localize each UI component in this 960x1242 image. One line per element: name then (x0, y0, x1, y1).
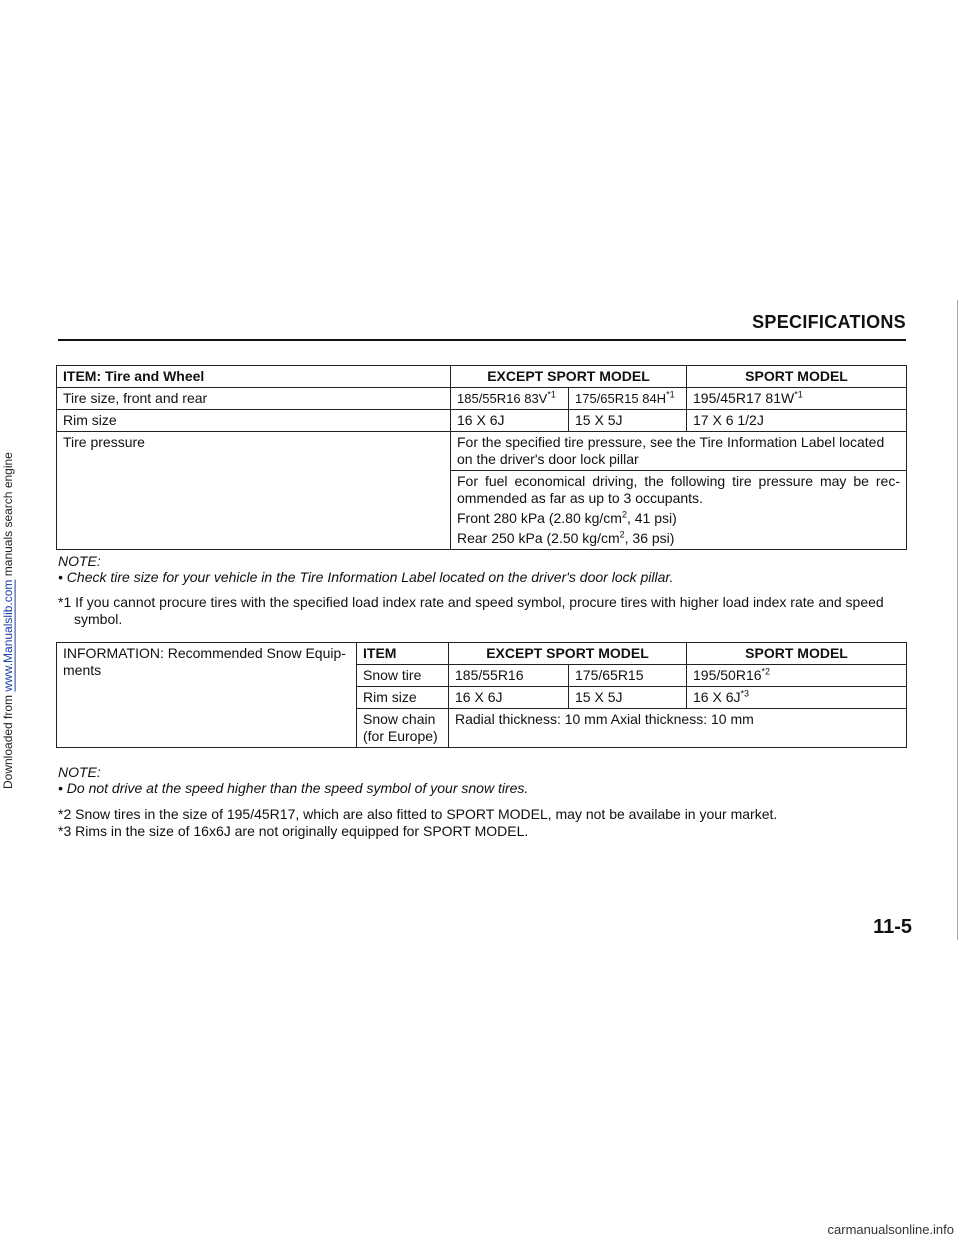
header-except-sport: EXCEPT SPORT MODEL (451, 366, 687, 388)
cell-value: 15 X 5J (569, 410, 687, 432)
pressure-note: For the specified tire pressure, see the Tire Information Label located on the driver's door lock pillar (451, 432, 907, 471)
header-item: ITEM: Tire and Wheel (57, 366, 451, 388)
footnote-3: *3 Rims in the size of 16x6J are not originally equipped for SPORT MODEL. (58, 823, 529, 839)
footer-watermark: carmanualsonline.info (827, 1222, 954, 1237)
page-title: SPECIFICATIONS (752, 312, 906, 332)
manualslib-link[interactable]: www.Manualslib.com (1, 580, 15, 693)
note-text: • Do not drive at the speed higher than the speed symbol of your snow tires. (58, 780, 529, 796)
table-header-row (57, 643, 907, 665)
footnote-2: *2 Snow tires in the size of 195/45R17, which are also fitted to SPORT MODEL, may not be availabe in your market. (58, 806, 778, 822)
page-edge-line (957, 300, 958, 940)
cell-value: 15 X 5J (569, 687, 687, 709)
snow-info-label: INFORMATION: Recommended Snow Equip- ments (57, 643, 357, 748)
row-label: Snow chain (for Europe) (357, 709, 449, 748)
footnote-1: *1 If you cannot procure tires with the specified load index rate and speed symbol, procure tires with higher load index rate and speed symbol. (58, 594, 884, 627)
watermark-prefix: Downloaded from (1, 692, 15, 790)
cell-value: 16 X 6J (449, 687, 569, 709)
note-label: NOTE: (58, 553, 101, 569)
front-pressure: Front 280 kPa (2.80 $kg/cm^2$, 41 psi) (457, 509, 677, 526)
header-sport: SPORT MODEL (687, 643, 907, 665)
table-row (57, 432, 907, 471)
cell-value: 195/45R17 $81W^{*1}$ (687, 388, 907, 410)
cell-value: 17 X 6 1/2J (687, 410, 907, 432)
snow-equipment-table (56, 642, 907, 748)
note-text: • Check tire size for your vehicle in the Tire Information Label located on the driver's door lock pillar. (58, 569, 674, 585)
cell-value: Radial thickness: 10 mm Axial thickness: 10 mm (449, 709, 907, 748)
row-label: Rim size (57, 410, 451, 432)
cell-value: 175/65R15 (569, 665, 687, 687)
rear-pressure: Rear 250 kPa (2.50 $kg/cm^2$, 36 psi) (457, 529, 675, 546)
header-rule (58, 339, 906, 341)
row-label: Tire size, front and rear (57, 388, 451, 410)
row-label: Tire pressure (57, 432, 451, 550)
cell-value: 16 X 6J (451, 410, 569, 432)
row-label: Snow tire (357, 665, 449, 687)
tire-wheel-spec-table (56, 365, 907, 550)
note-label: NOTE: (58, 764, 101, 780)
row-label: Rim size (357, 687, 449, 709)
watermark-suffix: manuals search engine (1, 452, 15, 580)
cell-value: 175/65R15 $84H^{*1}$ (569, 388, 687, 410)
table-row (57, 388, 907, 410)
header-sport: SPORT MODEL (687, 366, 907, 388)
table-header-row (57, 366, 907, 388)
cell-value: 185/55R16 (449, 665, 569, 687)
note-block-2 (58, 764, 908, 796)
page-number: 11-5 (873, 916, 912, 938)
table-row (57, 410, 907, 432)
cell-value: 185/55R16 $83V^{*1}$ (451, 388, 569, 410)
fuel-economy-pressure (451, 471, 907, 550)
cell-value: 195/50R16$^{*2}$ (687, 665, 907, 687)
download-watermark (0, 0, 16, 1242)
header-item: ITEM (357, 643, 449, 665)
note-block-1 (58, 553, 908, 585)
cell-value: 16 X $6J^{*3}$ (687, 687, 907, 709)
fuel-economy-text: For fuel economical driving, the following tire pressure may be rec- ommended as far as up to 3 occupants. (457, 473, 901, 506)
header-except-sport: EXCEPT SPORT MODEL (449, 643, 687, 665)
